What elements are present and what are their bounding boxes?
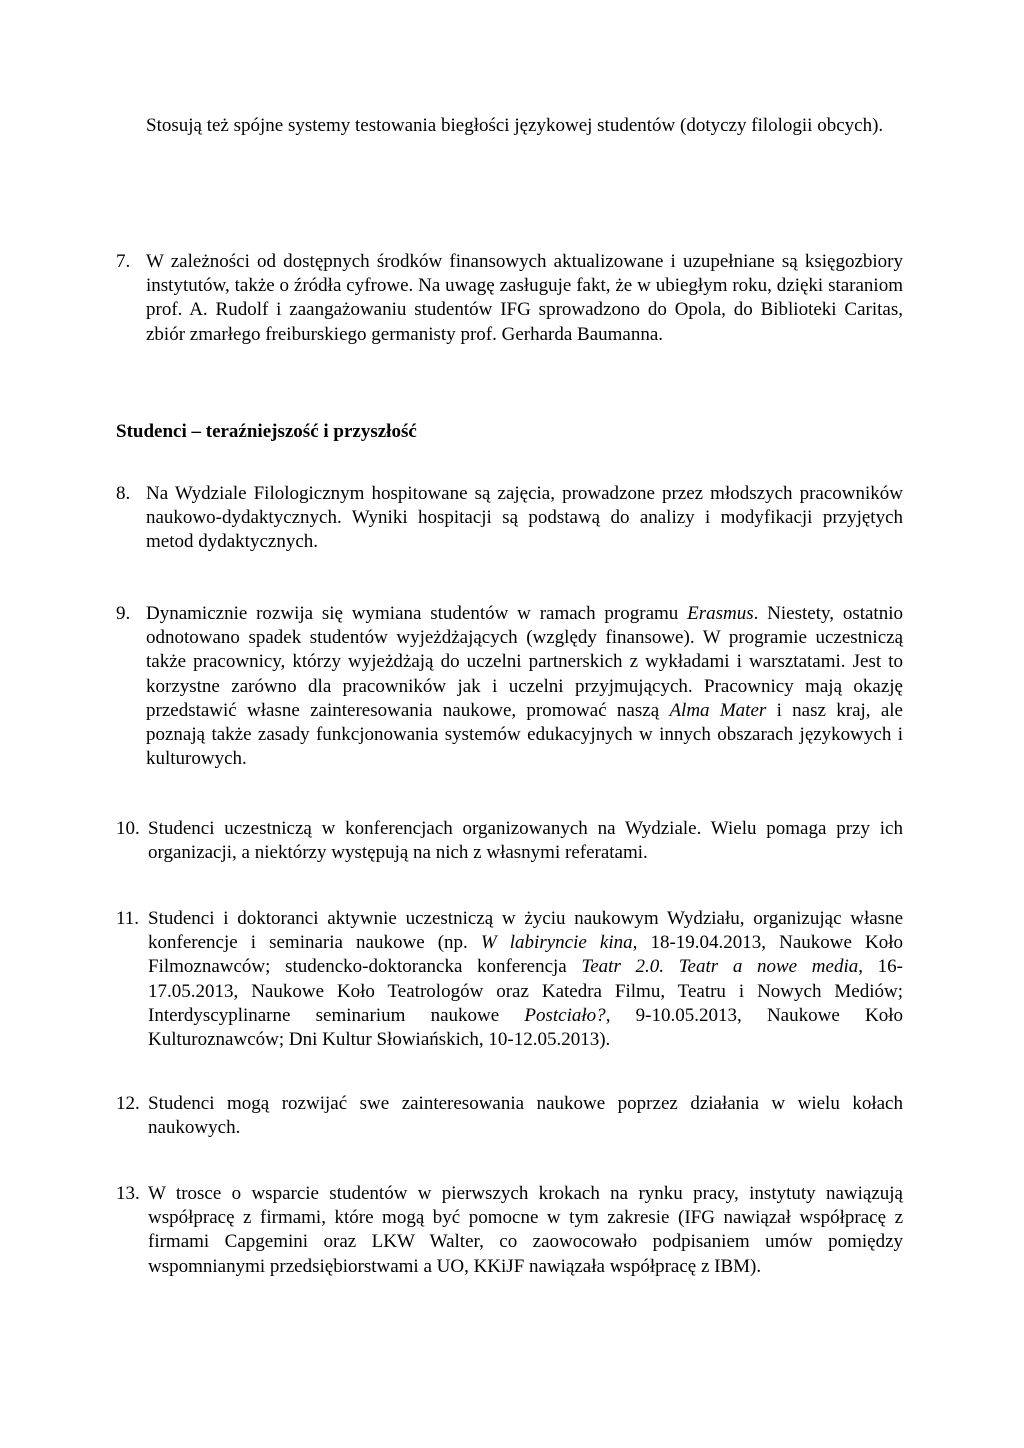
- list-item-10: [116, 817, 903, 865]
- list-item-9: [116, 602, 903, 771]
- italic-event-title: W labiryncie kina: [480, 932, 633, 954]
- item-number: 11.: [116, 908, 140, 929]
- text-run: . Niestety, ostatnio odnotowano spadek studentów wyjeżdżających (względy finansowe). W programie uczestniczą także pracownicy, którzy wyjeżdżają do uczelni partnerskich z wykładami i warsztatami. Jest to korzystne zarówno dla pracowników jak i uczelni przyjmujących. Pracownicy mają okazję przedstawić własne zainteresowania naukowe, promować naszą: [146, 603, 903, 721]
- list-item-11: [116, 907, 903, 1052]
- item-text: Studenci uczestniczą w konferencjach organizowanych na Wydziale. Wielu pomaga przy ich organizacji, a niektórzy występują na nich z własnymi referatami.: [148, 818, 903, 864]
- italic-event-title: Postciało?: [524, 1004, 606, 1026]
- item-text: W zależności od dostępnych środków finansowych aktualizowane i uzupełniane są księgozbiory instytutów, także o źródła cyfrowe. Na uwagę zasługuje fakt, że w ubiegłym roku, dzięki staraniom prof. A. Rudolf i zaangażowaniu studentów IFG sprowadzono do Opola, do Biblioteki Caritas, zbiór zmarłego freiburskiego germanisty prof. Gerharda Baumanna.: [146, 251, 903, 345]
- item-text: Studenci mogą rozwijać swe zainteresowania naukowe poprzez działania w wielu kołach naukowych.: [148, 1093, 903, 1139]
- item-text: [146, 602, 903, 771]
- text-run: , 16-17.05.2013, Naukowe Koło Teatrologów oraz Katedra Filmu, Teatru i Nowych Mediów; Interdyscyplinarne seminarium naukowe: [148, 956, 903, 1026]
- item-text: Na Wydziale Filologicznym hospitowane są zajęcia, prowadzone przez młodszych pracowników naukowo-dydaktycznych. Wyniki hospitacji są podstawą do analizy i modyfikacji przyjętych metod dydaktycznych.: [146, 483, 903, 553]
- item-text: W trosce o wsparcie studentów w pierwszych krokach na rynku pracy, instytuty nawiązują współpracę z firmami, które mogą być pomocne w tym zakresie (IFG nawiązał współpracę z firmami Capgemini oraz LKW Walter, co zaowocowało podpisaniem umów pomiędzy wspomnianymi przedsiębiorstwami a UO, KKiJF nawiązała współpracę z IBM).: [148, 1183, 903, 1277]
- item-number: 8.: [116, 483, 131, 504]
- text-run: Studenci i doktoranci aktywnie uczestniczą w życiu naukowym Wydziału, organizując własne konferencje i seminaria naukowe (np.: [148, 908, 903, 954]
- list-item-7: [116, 250, 903, 347]
- item-number: 13.: [116, 1183, 140, 1204]
- item-number: 9.: [116, 603, 131, 624]
- italic-term-erasmus: Erasmus: [687, 603, 754, 624]
- list-item-13: [116, 1182, 903, 1279]
- text-run: , 9-10.05.2013, Naukowe Koło Kulturoznawców; Dni Kultur Słowiańskich, 10-12.05.2013).: [148, 1004, 903, 1051]
- text-run: , 18-19.04.2013, Naukowe Koło Filmoznawców; studencko-doktorancka konferencja: [148, 932, 903, 978]
- intro-paragraph: Stosują też spójne systemy testowania biegłości językowej studentów (dotyczy filologii obcych).: [146, 115, 884, 136]
- item-text: [148, 907, 903, 1052]
- text-run: Dynamicznie rozwija się wymiana studentów w ramach programu: [146, 603, 688, 624]
- item-number: 12.: [116, 1093, 140, 1114]
- text-run: i nasz kraj, ale poznają także zasady funkcjonowania systemów edukacyjnych w innych obszarach językowych i kulturowych.: [146, 699, 903, 770]
- list-item-8: [116, 482, 903, 555]
- section-heading: Studenci – teraźniejszość i przyszłość: [116, 421, 417, 442]
- list-item-12: [116, 1092, 903, 1140]
- italic-term-alma-mater: Alma Mater: [669, 699, 767, 721]
- italic-event-title: Teatr 2.0. Teatr a nowe media: [581, 956, 859, 978]
- item-number: 10.: [116, 818, 140, 839]
- item-number: 7.: [116, 251, 131, 272]
